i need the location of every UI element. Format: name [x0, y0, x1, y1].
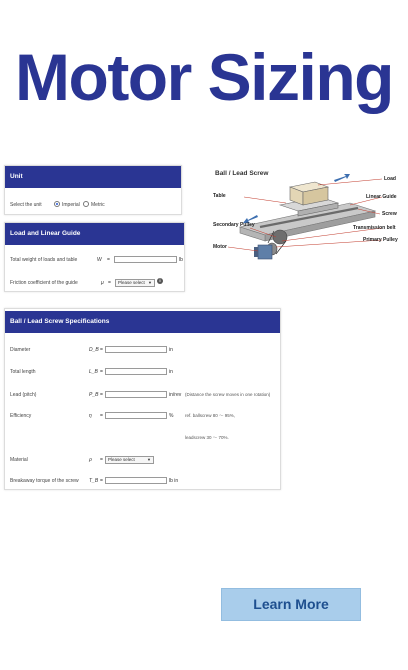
efficiency-note-leadscrew: leadscrew 30 〜 70%. [185, 435, 229, 440]
diameter-symbol: D_B [89, 347, 99, 353]
friction-select[interactable] [115, 279, 155, 287]
efficiency-note-ballscrew: ref. ballscrew 80 〜 95%, [185, 413, 236, 418]
material-equals: = [100, 457, 103, 463]
lead-note: (Distance the screw moves in one rotation) [185, 392, 271, 397]
load-panel-header: Load and Linear Guide [5, 223, 184, 245]
diagram-title: Ball / Lead Screw [215, 170, 269, 177]
torque-symbol: T_B [89, 478, 99, 484]
length-label: Total length [10, 369, 36, 375]
torque-input[interactable] [105, 477, 167, 484]
label-table: Table [213, 193, 226, 199]
info-icon[interactable]: i [157, 278, 163, 284]
radio-metric[interactable] [83, 201, 89, 207]
load-panel [4, 222, 185, 292]
length-equals: = [100, 369, 103, 375]
radio-imperial-label: Imperial [62, 202, 80, 208]
torque-label: Breakaway torque of the screw [10, 478, 79, 484]
diameter-equals: = [100, 347, 103, 353]
radio-metric-label: Metric [91, 202, 105, 208]
label-load: Load [384, 176, 396, 182]
length-unit: in [169, 369, 173, 375]
efficiency-unit: % [169, 413, 174, 419]
friction-equals: = [108, 280, 111, 286]
label-screw: Screw [382, 211, 397, 217]
length-symbol: L_B [89, 369, 98, 375]
page-title: Motor Sizing [15, 40, 393, 114]
torque-unit: lb in [169, 478, 179, 484]
weight-symbol: W [97, 257, 102, 263]
friction-select-value: Please select [118, 280, 145, 285]
friction-label: Friction coefficient of the guide [10, 280, 78, 286]
diameter-input[interactable] [105, 346, 167, 353]
learn-more-button[interactable]: Learn More [221, 588, 361, 621]
weight-label: Total weight of loads and table [10, 257, 78, 263]
unit-panel-header: Unit [5, 166, 181, 188]
label-primary-pulley: Primary Pulley [363, 237, 398, 243]
efficiency-equals: = [100, 413, 103, 419]
unit-panel [4, 165, 182, 215]
ball-screw-diagram [210, 165, 408, 265]
material-select-value: Please select [108, 457, 135, 462]
diameter-unit: in [169, 347, 173, 353]
radio-imperial[interactable] [54, 201, 60, 207]
label-secondary-pulley: Secondary Pulley [213, 222, 255, 228]
ball-screw-illustration [210, 165, 408, 265]
efficiency-input[interactable] [105, 412, 167, 419]
material-label: Material [10, 457, 28, 463]
length-input[interactable] [105, 368, 167, 375]
chevron-down-icon: ▼ [148, 280, 152, 285]
lead-unit: in/rev [169, 392, 182, 398]
label-linear-guide: Linear Guide [366, 194, 397, 200]
diameter-label: Diameter [10, 347, 31, 353]
friction-symbol: μ [101, 280, 104, 286]
screw-panel [4, 308, 281, 490]
material-symbol: ρ [89, 457, 92, 463]
lead-label: Lead (pitch) [10, 392, 37, 398]
chevron-down-icon: ▼ [147, 457, 151, 462]
lead-input[interactable] [105, 391, 167, 398]
screw-panel-header: Ball / Lead Screw Specifications [5, 311, 280, 333]
label-motor: Motor [213, 244, 227, 250]
efficiency-symbol: η [89, 413, 92, 419]
unit-select-label: Select the unit [10, 202, 42, 208]
torque-equals: = [100, 478, 103, 484]
weight-equals: = [107, 257, 110, 263]
label-transmission-belt: Transmission belt [353, 225, 396, 231]
efficiency-label: Efficiency [10, 413, 32, 419]
weight-input[interactable] [114, 256, 177, 263]
weight-unit: lb [179, 257, 183, 263]
lead-equals: = [100, 392, 103, 398]
material-select[interactable] [105, 456, 154, 464]
lead-symbol: P_B [89, 392, 99, 398]
